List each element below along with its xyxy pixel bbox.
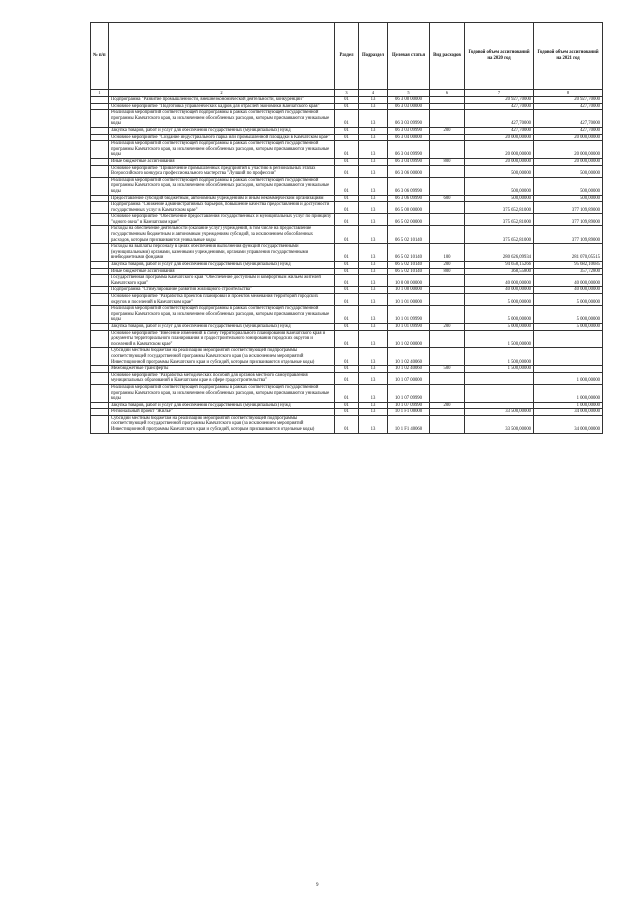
row-name-cell: Реализация мероприятий соответствующей подпрограммы в рамках соответствующей государственной программы Камчатского края, за исключением обособленных расходов, которым присваиваются уникальные коды	[109, 177, 335, 195]
row-razdel-cell: 01	[335, 384, 359, 402]
row-razdel-cell: 01	[335, 134, 359, 141]
row-razdel-cell: 01	[335, 214, 359, 226]
row-expense-type-cell	[430, 134, 465, 141]
row-podrazdel-cell: 13	[359, 158, 388, 165]
row-target-article-cell: 06 3 06 09990	[388, 195, 430, 202]
table-row	[91, 384, 603, 402]
row-podrazdel-cell: 13	[359, 103, 388, 110]
row-name-cell: Основное мероприятие "Обеспечение предоставления государственных и муниципальных услуг по принципу "одного окна" в Камчатском крае"	[109, 214, 335, 226]
row-sum-2020-cell: 5 000,00000	[465, 323, 534, 330]
row-sum-2020-cell: 427,70000	[465, 103, 534, 110]
header-target-article: Целевая статья	[388, 23, 430, 90]
column-index-cell: 1	[91, 90, 109, 97]
row-number-cell	[91, 330, 109, 348]
row-sum-2020-cell: 427,70000	[465, 127, 534, 134]
row-razdel-cell: 01	[335, 103, 359, 110]
row-expense-type-cell	[430, 384, 465, 402]
row-number-cell	[91, 97, 109, 104]
table-row	[91, 226, 603, 244]
table-row	[91, 306, 603, 324]
column-index-cell: 2	[109, 90, 335, 97]
table-row	[91, 97, 603, 104]
row-name-cell: Реализация мероприятий соответствующей подпрограммы в рамках соответствующей государственной программы Камчатского края, за исключением обособленных расходов, которым присваиваются уникальные коды	[109, 384, 335, 402]
row-expense-type-cell	[430, 202, 465, 214]
row-name-cell: Закупка товаров, работ и услуг для обеспечения государственных (муниципальных) нужд	[109, 323, 335, 330]
row-sum-2021-cell: 427,70000	[534, 103, 603, 110]
row-name-cell: Основное мероприятие "Привлечение промышленных предприятий к участию в региональных этапах Всероссийского конкурса профессионального мастерства "Лучший по профессии"	[109, 165, 335, 177]
table-row	[91, 415, 603, 433]
row-sum-2020-cell	[465, 372, 534, 384]
table-row	[91, 177, 603, 195]
table-row	[91, 402, 603, 409]
table-row	[91, 244, 603, 262]
row-sum-2021-cell	[534, 348, 603, 366]
row-sum-2021-cell: 500,00000	[534, 195, 603, 202]
row-number-cell	[91, 409, 109, 416]
table-row	[91, 214, 603, 226]
row-razdel-cell: 01	[335, 244, 359, 262]
row-razdel-cell: 01	[335, 294, 359, 306]
row-razdel-cell: 01	[335, 158, 359, 165]
row-name-cell: Расходы на обеспечение деятельности (оказание услуг) учреждений, в том числе на предоставление государственным бюджетным и автономным учреждениям субсидий, за исключением обособленных расходов, которым присваиваются уникальные коды	[109, 226, 335, 244]
row-expense-type-cell	[430, 110, 465, 128]
table-row	[91, 202, 603, 214]
row-target-article-cell: 06 5 00 00000	[388, 202, 430, 214]
budget-table	[90, 22, 603, 434]
row-expense-type-cell	[430, 165, 465, 177]
row-sum-2020-cell: 500,00000	[465, 195, 534, 202]
row-sum-2020-cell	[465, 402, 534, 409]
row-number-cell	[91, 177, 109, 195]
row-number-cell	[91, 214, 109, 226]
row-podrazdel-cell: 13	[359, 134, 388, 141]
row-podrazdel-cell: 13	[359, 262, 388, 269]
row-expense-type-cell	[430, 214, 465, 226]
row-target-article-cell: 10 1 02 40060	[388, 366, 430, 373]
row-sum-2020-cell: 500,00000	[465, 165, 534, 177]
row-sum-2020-cell: 375 652,81000	[465, 202, 534, 214]
row-name-cell: Региональный проект "Жилье"	[109, 409, 335, 416]
page-number: 9	[316, 883, 319, 888]
row-number-cell	[91, 268, 109, 275]
row-expense-type-cell	[430, 287, 465, 294]
row-name-cell: Реализация мероприятий соответствующей подпрограммы в рамках соответствующей государственной программы Камчатского края, за исключением обособленных расходов, которым присваиваются уникальные коды	[109, 110, 335, 128]
row-name-cell: Подпрограмма "Стимулирование развития жилищного строительства"	[109, 287, 335, 294]
row-name-cell: Подпрограмма "Снижение административных барьеров, повышение качества предоставления и доступности государственных услуг в Камчатском крае"	[109, 202, 335, 214]
row-sum-2020-cell: 20 000,00000	[465, 141, 534, 159]
row-name-cell: Реализация мероприятий соответствующей подпрограммы в рамках соответствующей государственной программы Камчатского края, за исключением обособленных расходов, которым присваиваются уникальные коды	[109, 141, 335, 159]
row-target-article-cell: 06 3 03 09990	[388, 110, 430, 128]
row-number-cell	[91, 262, 109, 269]
row-sum-2021-cell: 20 927,70000	[534, 97, 603, 104]
row-razdel-cell: 01	[335, 195, 359, 202]
column-index-cell: 4	[359, 90, 388, 97]
row-name-cell: Основное мероприятие "Создание индустриального парка или промышленной площадки в Камчатском крае"	[109, 134, 335, 141]
row-target-article-cell: 10 1 02 40060	[388, 348, 430, 366]
row-target-article-cell: 06 3 03 00000	[388, 103, 430, 110]
row-expense-type-cell: 200	[430, 127, 465, 134]
row-number-cell	[91, 294, 109, 306]
row-podrazdel-cell: 13	[359, 214, 388, 226]
row-razdel-cell: 01	[335, 330, 359, 348]
row-number-cell	[91, 134, 109, 141]
row-sum-2020-cell: 1 500,00000	[465, 330, 534, 348]
row-sum-2020-cell: 375 652,81000	[465, 226, 534, 244]
row-number-cell	[91, 202, 109, 214]
row-podrazdel-cell: 13	[359, 384, 388, 402]
row-podrazdel-cell: 13	[359, 294, 388, 306]
row-number-cell	[91, 366, 109, 373]
row-podrazdel-cell: 13	[359, 330, 388, 348]
row-sum-2020-cell: 33 500,00000	[465, 415, 534, 433]
row-expense-type-cell: 100	[430, 244, 465, 262]
row-sum-2020-cell: 20 000,00000	[465, 134, 534, 141]
row-podrazdel-cell: 13	[359, 226, 388, 244]
row-razdel-cell: 01	[335, 275, 359, 287]
table-header-row	[91, 23, 603, 90]
row-target-article-cell: 10 1 07 00000	[388, 372, 430, 384]
budget-table-sheet	[90, 22, 602, 434]
row-number-cell	[91, 158, 109, 165]
column-index-cell: 8	[534, 90, 603, 97]
row-sum-2021-cell: 1 000,00000	[534, 402, 603, 409]
row-sum-2021-cell: 500,00000	[534, 177, 603, 195]
row-number-cell	[91, 127, 109, 134]
header-num: № п/п	[91, 23, 109, 90]
row-name-cell: Расходы на выплаты персоналу в целях обеспечения выполнения функций государственными (муниципальными) органами, казенными учреждениями, органами управления государственными внебюджетными фондами	[109, 244, 335, 262]
table-row	[91, 372, 603, 384]
row-razdel-cell: 01	[335, 415, 359, 433]
row-sum-2021-cell	[534, 366, 603, 373]
row-razdel-cell: 01	[335, 97, 359, 104]
row-name-cell: Закупка товаров, работ и услуг для обеспечения государственных (муниципальных) нужд	[109, 262, 335, 269]
row-target-article-cell: 10 1 01 09990	[388, 306, 430, 324]
row-name-cell: Основное мероприятие "Внесение изменений в схему территориального планирования Камчатского края и документы территориального планирования и градостроительного зонирования городских округов и поселений в Камчатском крае"	[109, 330, 335, 348]
row-target-article-cell: 10 1 02 00000	[388, 330, 430, 348]
header-sum-2021: Годовой объем ассигнований на 2021 год	[534, 23, 603, 90]
column-index-cell: 3	[335, 90, 359, 97]
row-number-cell	[91, 323, 109, 330]
row-number-cell	[91, 110, 109, 128]
row-podrazdel-cell: 13	[359, 415, 388, 433]
table-body	[91, 97, 603, 434]
row-sum-2021-cell: 34 000,00000	[534, 415, 603, 433]
row-expense-type-cell	[430, 409, 465, 416]
row-name-cell: Закупка товаров, работ и услуг для обеспечения государственных (муниципальных) нужд	[109, 127, 335, 134]
row-podrazdel-cell: 13	[359, 372, 388, 384]
row-expense-type-cell	[430, 141, 465, 159]
row-sum-2021-cell: 500,00000	[534, 165, 603, 177]
row-target-article-cell: 06 5 02 10140	[388, 262, 430, 269]
row-expense-type-cell: 500	[430, 366, 465, 373]
row-podrazdel-cell: 13	[359, 366, 388, 373]
table-row	[91, 348, 603, 366]
row-target-article-cell: 10 1 F1 40060	[388, 415, 430, 433]
row-number-cell	[91, 195, 109, 202]
row-name-cell: Основное мероприятие "Разработка проектов планировки и проектов межевания территорий городских округов и поселений в Камчатском крае"	[109, 294, 335, 306]
table-row	[91, 165, 603, 177]
row-razdel-cell: 01	[335, 202, 359, 214]
row-name-cell: Основное мероприятие "Подготовка управленческих кадров для отраслей экономики Камчатского края"	[109, 103, 335, 110]
row-expense-type-cell: 800	[430, 158, 465, 165]
row-number-cell	[91, 402, 109, 409]
row-target-article-cell: 06 3 03 09990	[388, 127, 430, 134]
row-target-article-cell: 10 1 F1 00000	[388, 409, 430, 416]
table-row	[91, 275, 603, 287]
row-expense-type-cell	[430, 306, 465, 324]
table-row	[91, 195, 603, 202]
row-podrazdel-cell: 13	[359, 202, 388, 214]
column-index-row	[91, 90, 603, 97]
row-number-cell	[91, 372, 109, 384]
row-sum-2021-cell: 1 000,00000	[534, 372, 603, 384]
row-sum-2021-cell: 95 682,10685	[534, 262, 603, 269]
row-target-article-cell: 06 5 02 10140	[388, 244, 430, 262]
row-number-cell	[91, 384, 109, 402]
row-sum-2021-cell: 377 109,89000	[534, 214, 603, 226]
header-podrazdel: Подраздел	[359, 23, 388, 90]
header-sum-2020: Годовой объем ассигнований на 2020 год	[465, 23, 534, 90]
row-sum-2020-cell: 427,70000	[465, 110, 534, 128]
row-sum-2021-cell: 377 109,89000	[534, 226, 603, 244]
row-number-cell	[91, 141, 109, 159]
row-podrazdel-cell: 13	[359, 348, 388, 366]
row-podrazdel-cell: 13	[359, 195, 388, 202]
column-index-cell: 6	[430, 90, 465, 97]
header-razdel: Раздел	[335, 23, 359, 90]
row-razdel-cell: 01	[335, 165, 359, 177]
row-expense-type-cell: 200	[430, 323, 465, 330]
table-row	[91, 409, 603, 416]
row-number-cell	[91, 287, 109, 294]
row-target-article-cell: 06 5 02 10140	[388, 268, 430, 275]
row-sum-2020-cell: 368,55800	[465, 268, 534, 275]
table-row	[91, 294, 603, 306]
column-index-cell: 5	[388, 90, 430, 97]
row-razdel-cell: 01	[335, 268, 359, 275]
column-index-cell: 7	[465, 90, 534, 97]
row-name-cell: Подпрограмма "Развитие промышленности, внешнеэкономической деятельности, конкуренции"	[109, 97, 335, 104]
row-razdel-cell: 01	[335, 177, 359, 195]
row-sum-2020-cell	[465, 384, 534, 402]
row-name-cell: Предоставление субсидий бюджетным, автономным учреждениям и иным некоммерческим организациям	[109, 195, 335, 202]
table-row	[91, 287, 603, 294]
row-target-article-cell: 06 3 04 00000	[388, 134, 430, 141]
row-expense-type-cell	[430, 348, 465, 366]
row-expense-type-cell	[430, 97, 465, 104]
row-razdel-cell: 01	[335, 366, 359, 373]
row-podrazdel-cell: 13	[359, 306, 388, 324]
row-target-article-cell: 10 0 00 00000	[388, 275, 430, 287]
row-razdel-cell: 01	[335, 306, 359, 324]
table-row	[91, 158, 603, 165]
row-sum-2021-cell: 20 000,00000	[534, 158, 603, 165]
table-row	[91, 323, 603, 330]
row-sum-2020-cell: 20 927,70000	[465, 97, 534, 104]
row-sum-2021-cell: 427,70000	[534, 110, 603, 128]
row-expense-type-cell	[430, 294, 465, 306]
row-expense-type-cell	[430, 177, 465, 195]
row-sum-2020-cell: 280 626,09934	[465, 244, 534, 262]
row-name-cell: Реализация мероприятий соответствующей подпрограммы в рамках соответствующей государственной программы Камчатского края, за исключением обособленных расходов, которым присваиваются уникальные коды	[109, 306, 335, 324]
row-name-cell: Государственная программа Камчатского края "Обеспечение доступным и комфортным жильем жителей Камчатского края"	[109, 275, 335, 287]
row-number-cell	[91, 415, 109, 433]
row-expense-type-cell	[430, 103, 465, 110]
row-podrazdel-cell: 13	[359, 127, 388, 134]
row-number-cell	[91, 348, 109, 366]
row-podrazdel-cell: 13	[359, 110, 388, 128]
row-podrazdel-cell: 13	[359, 409, 388, 416]
row-target-article-cell: 10 1 01 09990	[388, 323, 430, 330]
row-target-article-cell: 10 1 07 09990	[388, 384, 430, 402]
row-razdel-cell: 01	[335, 262, 359, 269]
row-razdel-cell: 01	[335, 372, 359, 384]
row-number-cell	[91, 306, 109, 324]
row-sum-2021-cell: 40 000,00000	[534, 275, 603, 287]
row-razdel-cell: 01	[335, 402, 359, 409]
row-sum-2021-cell: 357,72800	[534, 268, 603, 275]
row-expense-type-cell	[430, 275, 465, 287]
row-razdel-cell: 01	[335, 348, 359, 366]
row-sum-2021-cell: 377 109,89000	[534, 202, 603, 214]
row-razdel-cell: 01	[335, 409, 359, 416]
row-sum-2020-cell: 375 652,81000	[465, 214, 534, 226]
row-sum-2021-cell: 40 000,00000	[534, 287, 603, 294]
row-expense-type-cell: 200	[430, 402, 465, 409]
row-name-cell: Закупка товаров, работ и услуг для обеспечения государственных (муниципальных) нужд	[109, 402, 335, 409]
row-sum-2021-cell: 427,70000	[534, 127, 603, 134]
row-target-article-cell: 06 3 04 09990	[388, 158, 430, 165]
row-name-cell: Иные бюджетные ассигнования	[109, 268, 335, 275]
table-row	[91, 141, 603, 159]
row-sum-2020-cell: 33 500,00000	[465, 409, 534, 416]
row-razdel-cell: 01	[335, 127, 359, 134]
row-name-cell: Основное мероприятие "Разработка методических пособий для органов местного самоуправления муниципальных образований в Камчатском крае в сфере градостроительства"	[109, 372, 335, 384]
row-sum-2021-cell: 34 000,00000	[534, 409, 603, 416]
row-target-article-cell: 06 3 06 09990	[388, 177, 430, 195]
table-row	[91, 366, 603, 373]
row-sum-2021-cell: 20 000,00000	[534, 141, 603, 159]
header-expense-type: Вид расходов	[430, 23, 465, 90]
row-name-cell: Межбюджетные трансферты	[109, 366, 335, 373]
row-sum-2020-cell: 500,00000	[465, 177, 534, 195]
row-podrazdel-cell: 13	[359, 141, 388, 159]
row-target-article-cell: 10 1 07 09990	[388, 402, 430, 409]
row-target-article-cell: 10 1 01 00000	[388, 294, 430, 306]
row-target-article-cell: 06 3 06 00000	[388, 165, 430, 177]
row-sum-2020-cell: 40 000,00000	[465, 275, 534, 287]
table-row	[91, 127, 603, 134]
row-sum-2021-cell: 5 000,00000	[534, 323, 603, 330]
row-name-cell: Иные бюджетные ассигнования	[109, 158, 335, 165]
row-target-article-cell: 06 3 00 00000	[388, 97, 430, 104]
table-row	[91, 110, 603, 128]
row-sum-2020-cell: 1 500,00000	[465, 348, 534, 366]
table-row	[91, 262, 603, 269]
row-number-cell	[91, 244, 109, 262]
table-row	[91, 134, 603, 141]
row-razdel-cell: 01	[335, 323, 359, 330]
row-expense-type-cell	[430, 226, 465, 244]
row-expense-type-cell: 600	[430, 195, 465, 202]
row-number-cell	[91, 275, 109, 287]
row-podrazdel-cell: 13	[359, 177, 388, 195]
row-podrazdel-cell: 13	[359, 323, 388, 330]
row-number-cell	[91, 103, 109, 110]
row-expense-type-cell	[430, 372, 465, 384]
row-expense-type-cell	[430, 330, 465, 348]
row-target-article-cell: 06 3 04 09990	[388, 141, 430, 159]
row-sum-2021-cell: 5 000,00000	[534, 306, 603, 324]
row-razdel-cell: 01	[335, 287, 359, 294]
row-razdel-cell: 01	[335, 110, 359, 128]
row-target-article-cell: 10 1 00 00000	[388, 287, 430, 294]
row-target-article-cell: 06 5 02 00000	[388, 214, 430, 226]
row-razdel-cell: 01	[335, 141, 359, 159]
row-target-article-cell: 06 5 02 10140	[388, 226, 430, 244]
row-podrazdel-cell: 13	[359, 268, 388, 275]
row-podrazdel-cell: 13	[359, 275, 388, 287]
row-podrazdel-cell: 13	[359, 402, 388, 409]
row-name-cell: Субсидии местным бюджетам на реализацию мероприятий соответствующей подпрограммы соответствующей государственной программы Камчатского края (за исключением мероприятий Инвестиционной программы Камчатского края и субсидий, которым присваиваются отдельные коды)	[109, 415, 335, 433]
row-expense-type-cell	[430, 415, 465, 433]
row-sum-2020-cell: 20 000,00000	[465, 158, 534, 165]
row-sum-2021-cell	[534, 330, 603, 348]
row-name-cell: Субсидии местным бюджетам на реализацию мероприятий соответствующей подпрограммы соответствующей государственной программы Камчатского края (за исключением мероприятий Инвестиционной программы Камчатского края и субсидий, которым присваиваются отдельные коды)	[109, 348, 335, 366]
row-podrazdel-cell: 13	[359, 97, 388, 104]
row-razdel-cell: 01	[335, 226, 359, 244]
row-sum-2020-cell: 5 000,00000	[465, 294, 534, 306]
row-sum-2020-cell: 1 500,00000	[465, 366, 534, 373]
row-number-cell	[91, 226, 109, 244]
row-sum-2020-cell: 94 658,15266	[465, 262, 534, 269]
table-row	[91, 103, 603, 110]
row-podrazdel-cell: 13	[359, 244, 388, 262]
row-sum-2021-cell: 5 000,00000	[534, 294, 603, 306]
row-sum-2020-cell: 5 000,00000	[465, 306, 534, 324]
row-expense-type-cell: 800	[430, 268, 465, 275]
row-expense-type-cell: 200	[430, 262, 465, 269]
header-name	[109, 23, 335, 90]
row-podrazdel-cell: 13	[359, 287, 388, 294]
table-row	[91, 330, 603, 348]
row-number-cell	[91, 165, 109, 177]
row-sum-2021-cell: 1 000,00000	[534, 384, 603, 402]
row-sum-2021-cell: 281 070,05515	[534, 244, 603, 262]
row-podrazdel-cell: 13	[359, 165, 388, 177]
row-sum-2020-cell: 40 000,00000	[465, 287, 534, 294]
row-sum-2021-cell: 20 000,00000	[534, 134, 603, 141]
table-row	[91, 268, 603, 275]
